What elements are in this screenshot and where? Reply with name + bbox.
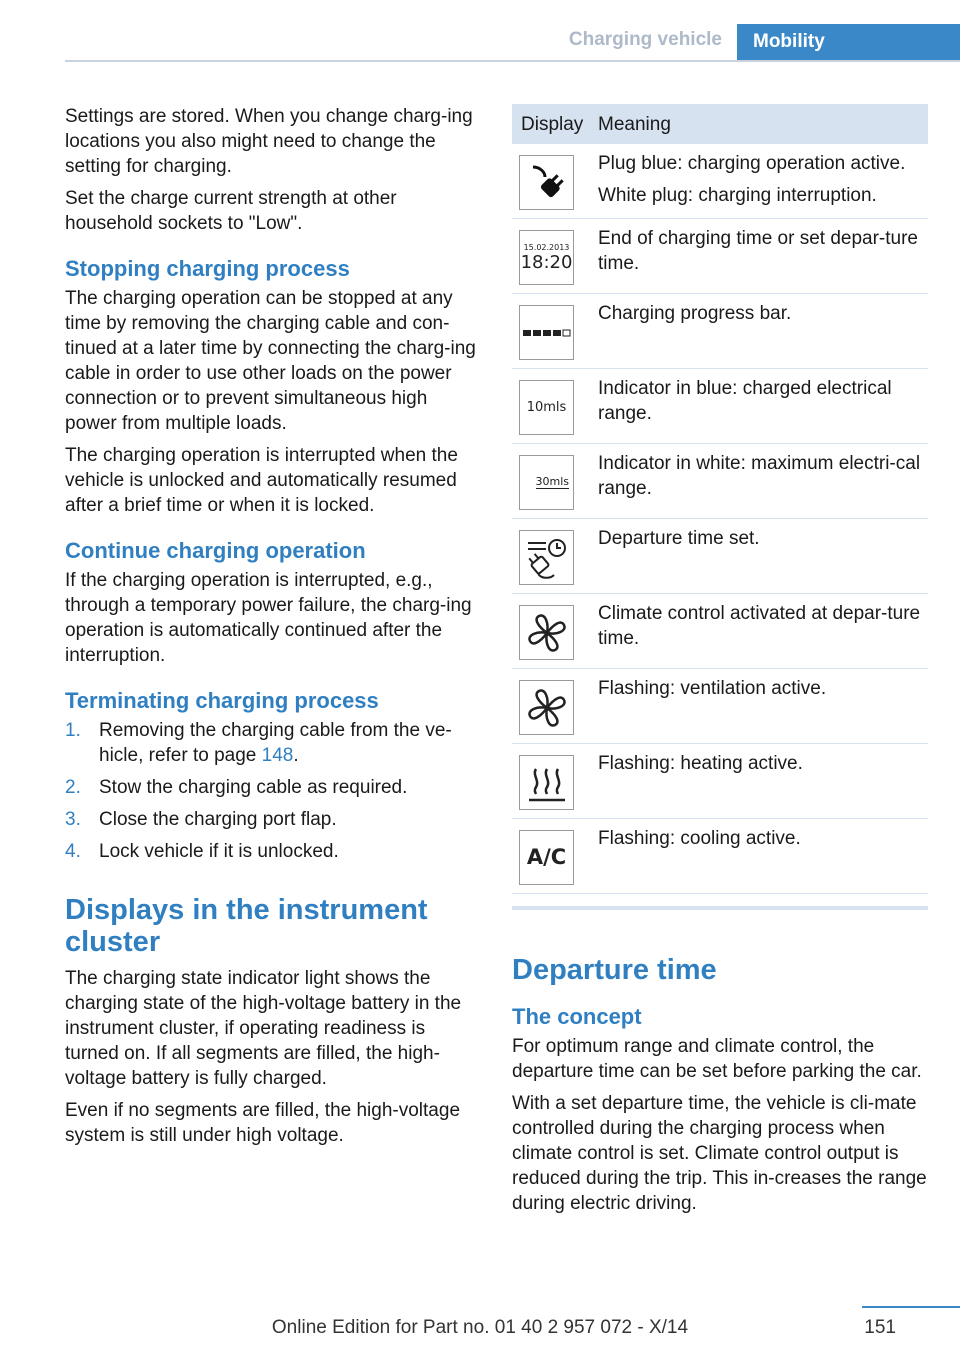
time-label: 18:20 xyxy=(520,251,573,273)
departure-time-icon xyxy=(519,530,574,585)
stopping-paragraph-2: The charging operation is interrupted when the vehicle is unlocked and automatically resumed after a brief time or when it is locked. xyxy=(65,445,458,516)
meaning-text: Flashing: heating active. xyxy=(598,753,803,774)
range-value: 10mls xyxy=(526,400,567,415)
table-end-rule xyxy=(512,906,928,910)
table-row xyxy=(512,669,928,744)
table-row xyxy=(512,144,928,219)
departure-heading: Departure time xyxy=(512,954,717,986)
intro-paragraph-1: Settings are stored. When you change charg‐ing locations you also might need to change the setting for charging. xyxy=(65,106,473,177)
concept-subheading: The concept xyxy=(512,1004,642,1029)
range-value: 30mls xyxy=(535,475,569,488)
table-row xyxy=(512,519,928,594)
step-item xyxy=(65,807,483,832)
table-row xyxy=(512,594,928,669)
meaning-text: End of charging time or set depar‐ture time. xyxy=(598,228,919,274)
step-text: Close the charging port flap. xyxy=(99,809,337,830)
continue-heading: Continue charging operation xyxy=(65,538,366,563)
ventilation-fan-icon xyxy=(519,680,574,735)
column-header-meaning: Meaning xyxy=(598,113,671,135)
progress-bar-icon xyxy=(519,305,574,360)
table-row xyxy=(512,219,928,294)
terminating-heading: Terminating charging process xyxy=(65,688,379,713)
date-label: 15.02.2013 xyxy=(523,242,570,252)
charged-range-icon xyxy=(519,380,574,435)
page-reference-link[interactable]: 148 xyxy=(261,745,294,766)
step-text: Removing the charging cable from the ve‐hicle, refer to page xyxy=(99,720,452,766)
meaning-text: Indicator in blue: charged electrical range. xyxy=(598,378,892,424)
continue-paragraph: If the charging operation is interrupted, e.g., through a temporary power failure, the charg‐ing operation is automatically continued after the interruption. xyxy=(65,570,472,666)
meaning-text: Charging progress bar. xyxy=(598,303,792,324)
column-header-display: Display xyxy=(521,113,584,135)
left-column xyxy=(65,104,483,1155)
stopping-heading: Stopping charging process xyxy=(65,256,350,281)
step-item xyxy=(65,718,483,768)
footer-edition: Online Edition for Part no. 01 40 2 957 072 - X/14 xyxy=(271,1317,689,1338)
step-text: Stow the charging cable as required. xyxy=(99,777,408,798)
meaning-text: Indicator in white: maximum electri‐cal range. xyxy=(598,453,921,499)
step-text: Lock vehicle if it is unlocked. xyxy=(99,841,339,862)
step-number: 4. xyxy=(65,841,81,862)
header-section-tab: Mobility xyxy=(737,24,960,60)
meaning-text: Flashing: cooling active. xyxy=(598,828,801,849)
meaning-text: Plug blue: charging operation active. xyxy=(598,153,906,174)
table-row xyxy=(512,369,928,444)
climate-fan-icon xyxy=(519,605,574,660)
meaning-text: Climate control activated at depar‐ture time. xyxy=(598,603,921,649)
terminating-steps xyxy=(65,718,483,864)
footer-rule xyxy=(862,1306,960,1308)
step-text-end: . xyxy=(293,745,299,766)
departure-paragraph-2: With a set departure time, the vehicle is cli‐mate controlled during the charging process when climate control is set. Climate control output is reduced during the trip. This in‐creases the range during electric driving. xyxy=(512,1093,927,1214)
step-number: 2. xyxy=(65,777,81,798)
ac-label: A/C xyxy=(526,845,567,869)
date-time-display-icon xyxy=(519,230,574,285)
stopping-paragraph-1: The charging operation can be stopped at any time by removing the charging cable and con‐tinued at a later time by connecting the charg‐ing cable in order to use other loads on the power connection or to prevent simultaneous high power from multiple loads. xyxy=(65,288,476,434)
heating-icon xyxy=(519,755,574,810)
table-header xyxy=(512,104,928,144)
step-number: 1. xyxy=(65,720,81,741)
meaning-text: Flashing: ventilation active. xyxy=(598,678,827,699)
table-row xyxy=(512,744,928,819)
meaning-text: White plug: charging interruption. xyxy=(598,185,877,206)
max-range-icon xyxy=(519,455,574,510)
intro-paragraph-2: Set the charge current strength at other household sockets to "Low". xyxy=(65,188,397,234)
displays-heading: Displays in the instrument cluster xyxy=(65,894,428,958)
displays-paragraph-2: Even if no segments are filled, the high-voltage system is still under high voltage. xyxy=(65,1100,461,1146)
step-item xyxy=(65,839,483,864)
page-number: 151 xyxy=(864,1317,896,1338)
displays-paragraph-1: The charging state indicator light shows the charging state of the high-voltage battery in the instrument cluster, if operating readiness is turned on. If all segments are filled, the high-voltage battery is fully charged. xyxy=(65,968,462,1089)
departure-paragraph-1: For optimum range and climate control, the departure time can be set before parking the car. xyxy=(512,1036,922,1082)
step-number: 3. xyxy=(65,809,81,830)
table-row xyxy=(512,294,928,369)
charging-plug-icon xyxy=(519,155,574,210)
meaning-text: Departure time set. xyxy=(598,528,760,549)
table-row xyxy=(512,444,928,519)
ac-icon xyxy=(519,830,574,885)
display-meaning-table xyxy=(512,104,928,910)
step-item xyxy=(65,775,483,800)
right-column xyxy=(512,104,928,1223)
header-chapter-title: Charging vehicle xyxy=(568,29,722,50)
table-row xyxy=(512,819,928,894)
header-rule xyxy=(65,60,960,62)
